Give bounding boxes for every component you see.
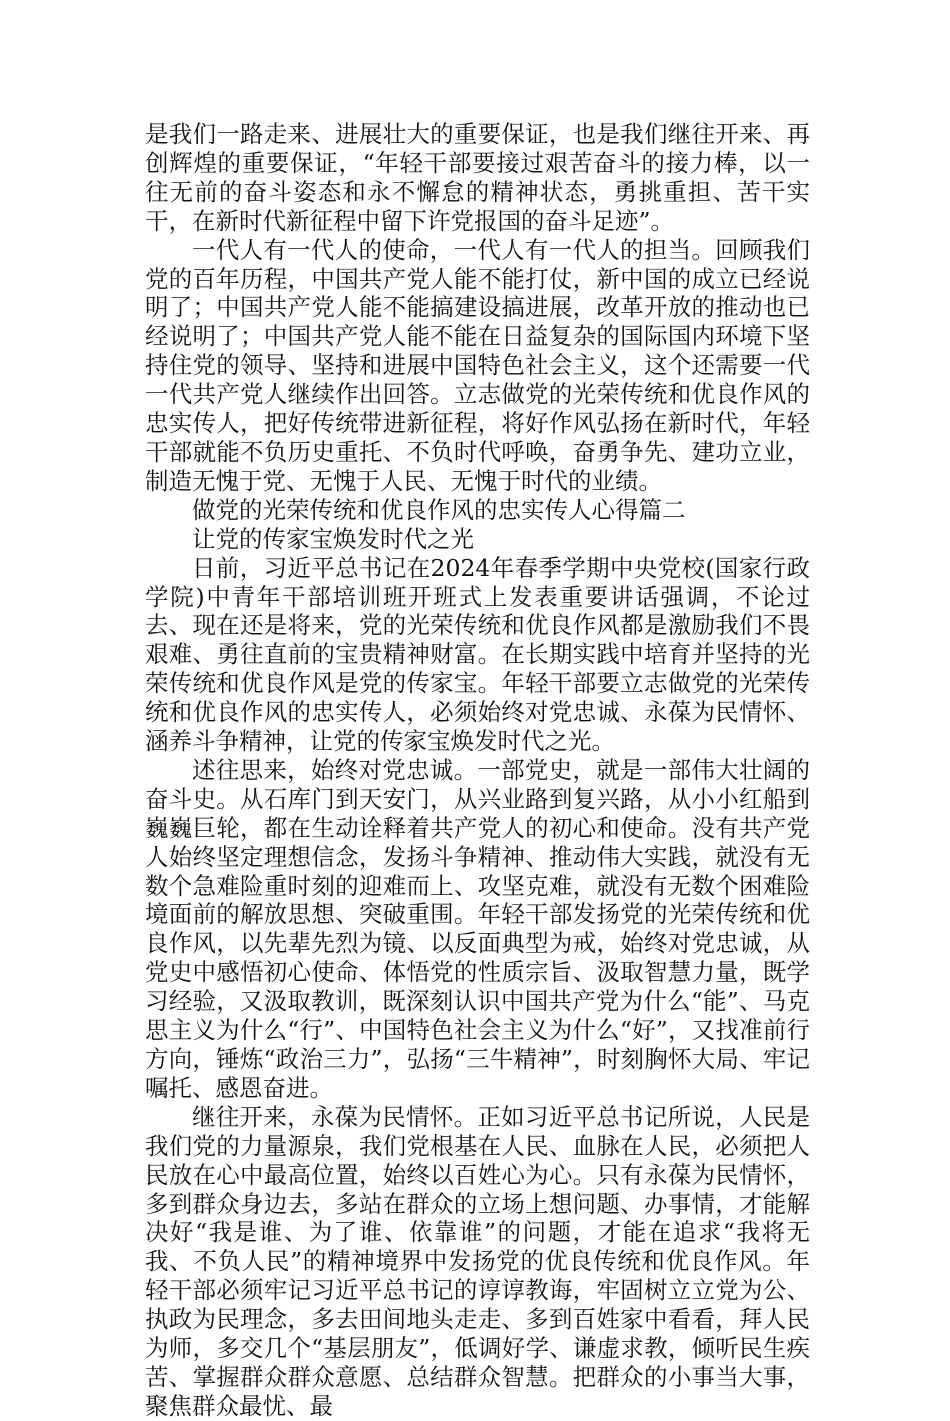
section-subtitle: 让党的传家宝焕发时代之光: [192, 524, 474, 553]
paragraph-mission: 一代人有一代人的使命，一代人有一代人的担当。回顾我们党的百年历程，中国共产党人能不能打仗，新中国的成立已经说明了；中国共产党人能不能搞建设搞进展，改革开放的推动也已经说明了；中国共产党人能不能在日益复杂的国际国内环境下坚持住党的领导、坚持和进展中国特色社会主义，这个还需要一代一代共产党人继续作出回答。立志做党的光荣传统和优良作风的忠实传人，把好传统带进新征程，将好作风弘扬在新时代，年轻干部就能不负历史重托、不负时代呼唤，奋勇争先、建功立业，制造无愧于党、无愧于人民、无愧于时代的业绩。: [145, 235, 810, 495]
paragraph-people: 继往开来，永葆为民情怀。正如习近平总书记所说，人民是我们党的力量源泉，我们党根基在人民、血脉在人民，必须把人民放在心中最高位置，始终以百姓心为心。只有永葆为民情怀，多到群众身边去，多站在群众的立场上想问题、办事情，才能解决好“我是谁、为了谁、依靠谁”的问题，才能在追求“我将无我、不负人民”的精神境界中发扬党的优良传统和优良作风。年轻干部必须牢记习近平总书记的谆谆教诲，牢固树立立党为公、执政为民理念，多去田间地头走走、多到百姓家中看看，拜人民为师，多交几个“基层朋友”，低调好学、谦虚求教，倾听民生疾苦、掌握群众群众意愿、总结群众智慧。把群众的小事当大事，聚焦群众最忧、最: [145, 1102, 810, 1420]
document-body: [145, 120, 810, 1421]
paragraph-loyalty: 述往思来，始终对党忠诚。一部党史，就是一部伟大壮阔的奋斗史。从石库门到天安门，从兴业路到复兴路，从小小红船到巍巍巨轮，都在生动诠释着共产党人的初心和使命。没有共产党人始终坚定理想信念，发扬斗争精神、推动伟大实践，就没有无数个急难险重时刻的迎难而上、攻坚克难，就没有无数个困难险境面前的解放思想、突破重围。年轻干部发扬党的光荣传统和优良作风，以先辈先烈为镜、以反面典型为戒，始终对党忠诚，从党史中感悟初心使命、体悟党的性质宗旨、汲取智慧力量，既学习经验，又汲取教训，既深刻认识中国共产党为什么“能”、马克思主义为什么“行”、中国特色社会主义为什么“好”，又找准前行方向，锤炼“政治三力”，弘扬“三牛精神”，时刻胸怀大局、牢记嘱托、感恩奋进。: [145, 755, 810, 1102]
paragraph-intro: 日前，习近平总书记在2024年春季学期中央党校(国家行政学院)中青年干部培训班开班式上发表重要讲话强调，不论过去、现在还是将来，党的光荣传统和优良作风都是激励我们不畏艰难、勇往直前的宝贵精神财富。在长期实践中培育并坚持的光荣传统和优良作风是党的传家宝。年轻干部要立志做党的光荣传统和优良作风的忠实传人，必须始终对党忠诚、永葆为民情怀、涵养斗争精神，让党的传家宝焕发时代之光。: [145, 553, 810, 756]
section-heading: 做党的光荣传统和优良作风的忠实传人心得篇二: [192, 495, 686, 524]
paragraph-continuation: 是我们一路走来、进展壮大的重要保证，也是我们继往开来、再创辉煌的重要保证，“年轻干部要接过艰苦奋斗的接力棒，以一往无前的奋斗姿态和永不懈怠的精神状态，勇挑重担、苦干实干，在新时代新征程中留下许党报国的奋斗足迹”。: [145, 120, 810, 235]
